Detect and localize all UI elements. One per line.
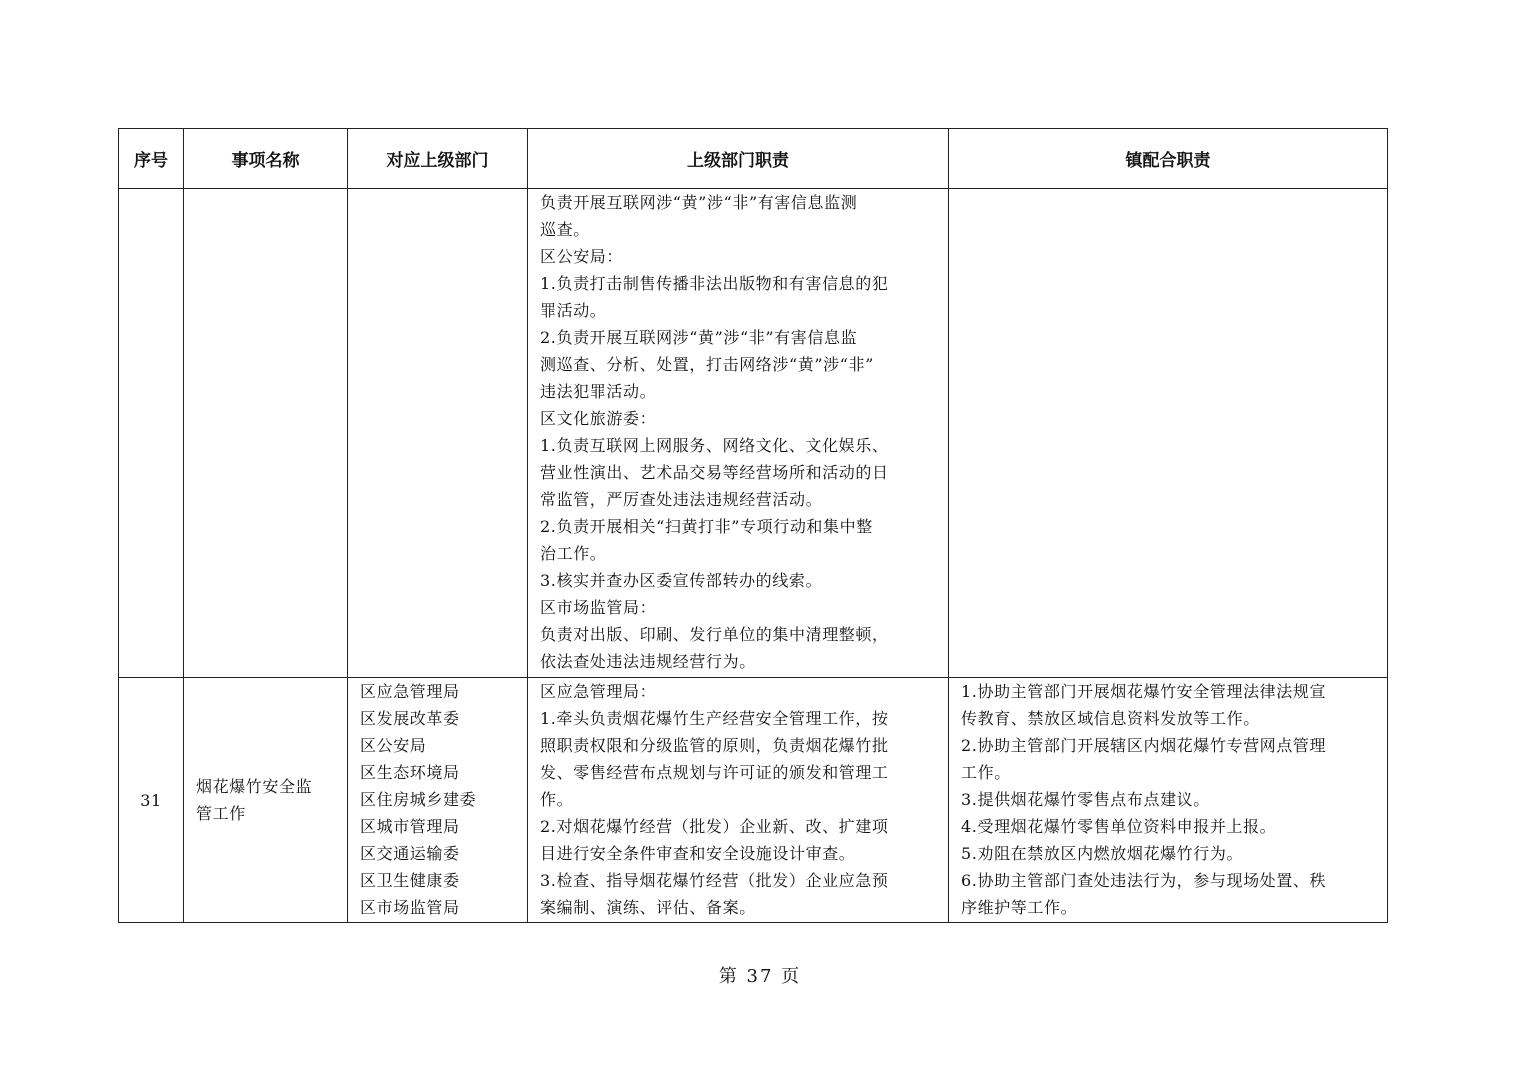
- duty-line: 常监管，严厉查处违法违规经营活动。: [540, 490, 823, 509]
- header-item-name: 事项名称: [184, 129, 348, 189]
- duty-line: 负责开展互联网涉“黄”涉“非”有害信息监测: [540, 193, 858, 212]
- duty-line: 区文化旅游委：: [540, 409, 657, 428]
- duty-line: 违法犯罪活动。: [540, 382, 657, 401]
- dept-name: 区交通运输委: [360, 844, 460, 863]
- superior-duties-cell: [528, 678, 949, 923]
- duty-line: 3.检查、指导烟花爆竹经营（批发）企业应急预: [540, 871, 889, 890]
- superior-duties-text: [528, 678, 948, 921]
- town-duty-line: 2.协助主管部门开展辖区内烟花爆竹专营网点管理: [961, 736, 1327, 755]
- dept-name: 区生态环境局: [360, 763, 460, 782]
- dept-name: 区城市管理局: [360, 817, 460, 836]
- duty-line: 照职责权限和分级监管的原则，负责烟花爆竹批: [540, 736, 889, 755]
- seq-cell: 31: [119, 678, 184, 923]
- duty-line: 罪活动。: [540, 301, 607, 320]
- dept-name: 区发展改革委: [360, 709, 460, 728]
- duty-line: 2.负责开展相关“扫黄打非”专项行动和集中整: [540, 517, 873, 536]
- header-counterpart-dept: 对应上级部门: [348, 129, 528, 189]
- item-name-line: 管工作: [196, 804, 246, 823]
- table-row: [119, 189, 1388, 678]
- item-name-cell: [184, 678, 348, 923]
- item-name-text: [184, 773, 347, 827]
- duty-line: 发、零售经营布点规划与许可证的颁发和管理工: [540, 763, 889, 782]
- town-duty-line: 工作。: [961, 763, 1011, 782]
- dept-name: 区卫生健康委: [360, 871, 460, 890]
- duty-line: 2.负责开展互联网涉“黄”涉“非”有害信息监: [540, 328, 858, 347]
- dept-name: 区住房城乡建委: [360, 790, 477, 809]
- counterpart-dept-cell: [348, 189, 528, 678]
- town-duty-line: 序维护等工作。: [961, 898, 1078, 917]
- header-row: [119, 129, 1388, 189]
- dept-name: 区市场监管局: [360, 898, 460, 917]
- counterpart-dept-cell: [348, 678, 528, 923]
- town-duties-cell: [949, 678, 1388, 923]
- duty-line: 2.对烟花爆竹经营（批发）企业新、改、扩建项: [540, 817, 889, 836]
- seq-cell: [119, 189, 184, 678]
- dept-name: 区应急管理局: [360, 682, 460, 701]
- town-duty-line: 6.协助主管部门查处违法行为，参与现场处置、秩: [961, 871, 1327, 890]
- duty-line: 1.负责打击制售传播非法出版物和有害信息的犯: [540, 274, 889, 293]
- town-duty-line: 1.协助主管部门开展烟花爆竹安全管理法律法规宣: [961, 682, 1327, 701]
- duty-line: 1.负责互联网上网服务、网络文化、文化娱乐、: [540, 436, 889, 455]
- duty-line: 营业性演出、艺术品交易等经营场所和活动的日: [540, 463, 889, 482]
- duty-table: [118, 128, 1388, 923]
- duty-line: 测巡查、分析、处置，打击网络涉“黄”涉“非”: [540, 355, 874, 374]
- duty-line: 区市场监管局：: [540, 598, 657, 617]
- duty-line: 1.牵头负责烟花爆竹生产经营安全管理工作，按: [540, 709, 889, 728]
- duty-line: 案编制、演练、评估、备案。: [540, 898, 756, 917]
- item-name-cell: [184, 189, 348, 678]
- town-duties-cell: [949, 189, 1388, 678]
- town-duty-line: 3.提供烟花爆竹零售点布点建议。: [961, 790, 1210, 809]
- header-superior-duties: 上级部门职责: [528, 129, 949, 189]
- header-town-duties: 镇配合职责: [949, 129, 1388, 189]
- header-seq: 序号: [119, 129, 184, 189]
- town-duties-text: [949, 678, 1387, 921]
- duty-line: 作。: [540, 790, 574, 809]
- superior-duties-cell: [528, 189, 949, 678]
- duty-line: 巡查。: [540, 220, 590, 239]
- table-row: [119, 678, 1388, 923]
- item-name-line: 烟花爆竹安全监: [196, 777, 313, 796]
- duty-line: 区应急管理局：: [540, 682, 657, 701]
- town-duty-line: 5.劝阻在禁放区内燃放烟花爆竹行为。: [961, 844, 1244, 863]
- duty-line: 3.核实并查办区委宣传部转办的线索。: [540, 571, 823, 590]
- town-duty-line: 4.受理烟花爆竹零售单位资料申报并上报。: [961, 817, 1277, 836]
- page-number: 第 37 页: [718, 966, 802, 987]
- duty-line: 区公安局：: [540, 247, 624, 266]
- counterpart-dept-list: [348, 678, 527, 921]
- town-duty-line: 传教育、禁放区域信息资料发放等工作。: [961, 709, 1260, 728]
- dept-name: 区公安局: [360, 736, 427, 755]
- duty-line: 目进行安全条件审查和安全设施设计审查。: [540, 844, 856, 863]
- superior-duties-text: [528, 189, 948, 675]
- duty-line: 负责对出版、印刷、发行单位的集中清理整顿，: [540, 625, 889, 644]
- duty-line: 治工作。: [540, 544, 607, 563]
- duty-line: 依法查处违法违规经营行为。: [540, 652, 756, 671]
